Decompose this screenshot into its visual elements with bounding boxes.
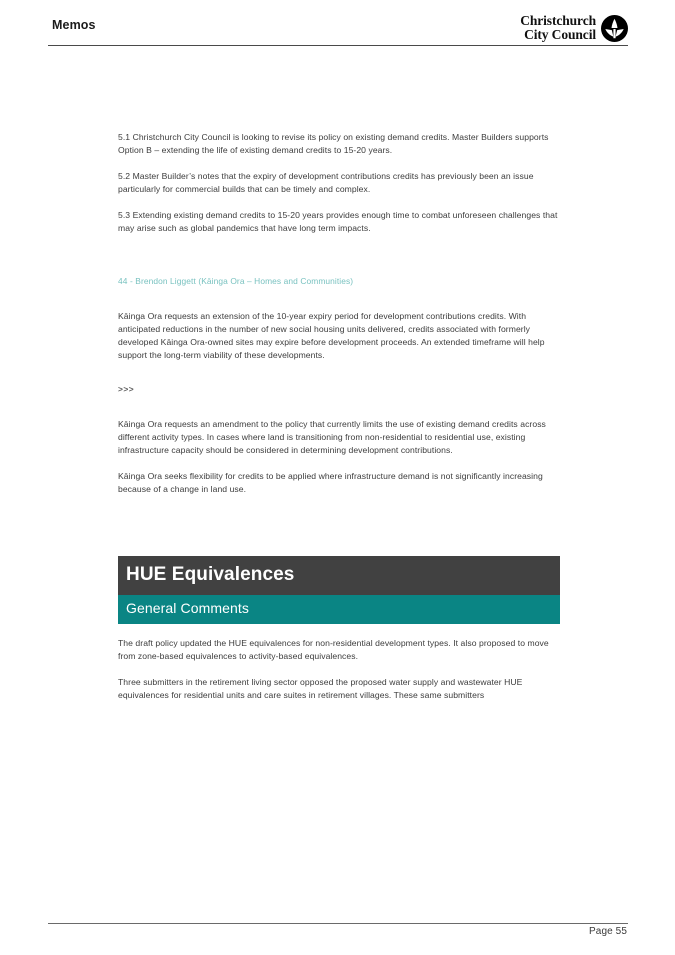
paragraph-kainga-ora-1: Kāinga Ora requests an extension of the 10-year expiry period for development contributions credits. With anticipated reductions in the number of new social housing units delivered, credits associated with formerly developed Kāinga Ora-owned sites may expire before development proceeds. An extended timeframe will help support the long-term viability of these developments. xyxy=(118,310,545,361)
paragraph-5-3: 5.3 Extending existing demand credits to 15-20 years provides enough time to combat unforeseen challenges that may arise such as global pandemics that have long term impacts. xyxy=(118,210,558,234)
paragraph-hue-2: Three submitters in the retirement living sector opposed the proposed water supply and wastewater HUE equivalences for residential units and care suites in retirement villages. These same submitters xyxy=(118,677,523,701)
document-content xyxy=(118,131,560,702)
page-number: Page 55 xyxy=(589,926,627,937)
post-banner-spacer xyxy=(118,624,560,637)
continuation-marker: >>> xyxy=(118,384,135,395)
christchurch-city-council-logo xyxy=(520,14,628,43)
paragraph-hue-1: The draft policy updated the HUE equivalences for non-residential development types. It also proposed to move from zone-based equivalences to activity-based equivalences. xyxy=(118,637,549,661)
arrows-spacer-top xyxy=(118,362,560,384)
paragraph-5-1: 5.1 Christchurch City Council is looking to revise its policy on existing demand credits. Master Builders supports Option B – extending the life of existing demand credits to 15-20 years. xyxy=(118,132,549,156)
heading-spacer xyxy=(118,288,560,310)
page-title: Memos xyxy=(52,18,96,32)
section-banner-title: HUE Equivalences xyxy=(118,556,560,595)
page-header xyxy=(48,12,628,46)
section-banner-subtitle: General Comments xyxy=(118,595,560,624)
section-spacer xyxy=(118,235,560,275)
brand-wordmark xyxy=(520,14,596,43)
ccc-emblem-icon xyxy=(601,15,628,42)
paragraph-5-2: 5.2 Master Builder’s notes that the expiry of development contributions credits has previously been an issue particularly for commercial builds that can be timely and complex. xyxy=(118,171,534,195)
submitter-heading-44: 44 - Brendon Liggett (Kāinga Ora – Homes and Communities) xyxy=(118,276,354,287)
header-divider xyxy=(48,45,628,46)
footer-divider xyxy=(48,923,628,924)
brand-line-2: City Council xyxy=(524,27,596,43)
arrows-spacer-bottom xyxy=(118,396,560,418)
paragraph-kainga-ora-2: Kāinga Ora requests an amendment to the policy that currently limits the use of existing demand credits across different activity types. In cases where land is transitioning from non-residential to residential use, existing infrastructure capacity should be considered in determining development contributions. xyxy=(118,419,546,456)
paragraph-kainga-ora-3: Kāinga Ora seeks flexibility for credits to be applied where infrastructure demand is not significantly increasing because of a change in land use. xyxy=(118,471,543,495)
hue-equivalences-section-banner xyxy=(118,556,560,624)
pre-banner-spacer xyxy=(118,496,560,556)
brand-line-1: Christchurch xyxy=(520,13,596,28)
